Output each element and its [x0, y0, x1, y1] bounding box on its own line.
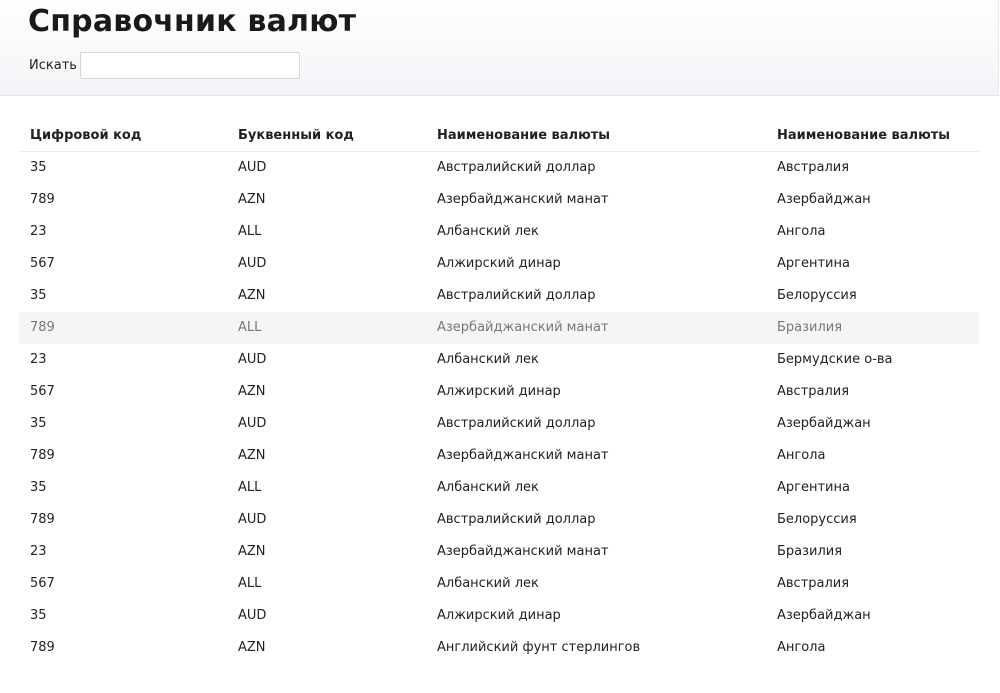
cell-currency-name: Австралийский доллар: [437, 288, 596, 303]
column-header-country-name[interactable]: Наименование валюты: [777, 128, 950, 143]
cell-numeric-code: 567: [30, 384, 55, 399]
cell-letter-code: AUD: [238, 160, 267, 175]
cell-country-name: Бразилия: [777, 544, 843, 559]
table-row[interactable]: [19, 600, 979, 632]
cell-country-name: Ангола: [777, 640, 826, 655]
table-header-row: [19, 120, 979, 152]
cell-country-name: Аргентина: [777, 256, 850, 271]
cell-country-name: Белоруссия: [777, 288, 857, 303]
cell-currency-name: Алжирский динар: [437, 256, 561, 271]
cell-currency-name: Австралийский доллар: [437, 160, 596, 175]
table-body: [19, 152, 979, 664]
cell-country-name: Австралия: [777, 576, 850, 591]
cell-letter-code: ALL: [238, 224, 262, 239]
cell-currency-name: Австралийский доллар: [437, 416, 596, 431]
cell-country-name: Бразилия: [777, 320, 843, 335]
table-row[interactable]: [19, 312, 979, 344]
cell-currency-name: Алжирский динар: [437, 384, 561, 399]
cell-country-name: Ангола: [777, 224, 826, 239]
cell-letter-code: AZN: [238, 640, 266, 655]
cell-letter-code: ALL: [238, 480, 262, 495]
cell-letter-code: AUD: [238, 608, 267, 623]
cell-country-name: Азербайджан: [777, 608, 871, 623]
cell-letter-code: AZN: [238, 448, 266, 463]
table-row[interactable]: [19, 504, 979, 536]
cell-letter-code: AZN: [238, 384, 266, 399]
cell-numeric-code: 789: [30, 192, 55, 207]
cell-numeric-code: 35: [30, 288, 47, 303]
cell-numeric-code: 789: [30, 512, 55, 527]
table-row[interactable]: [19, 248, 979, 280]
table-row[interactable]: [19, 216, 979, 248]
cell-currency-name: Азербайджанский манат: [437, 544, 609, 559]
cell-currency-name: Алжирский динар: [437, 608, 561, 623]
table-row[interactable]: [19, 152, 979, 184]
currency-table: [19, 120, 979, 664]
cell-letter-code: AZN: [238, 288, 266, 303]
table-row[interactable]: [19, 408, 979, 440]
column-header-numeric-code[interactable]: Цифровой код: [30, 128, 142, 143]
cell-letter-code: AUD: [238, 416, 267, 431]
page-title: Справочник валют: [28, 4, 357, 39]
table-row[interactable]: [19, 568, 979, 600]
column-header-currency-name[interactable]: Наименование валюты: [437, 128, 610, 143]
column-header-letter-code[interactable]: Буквенный код: [238, 128, 354, 143]
cell-currency-name: Азербайджанский манат: [437, 192, 609, 207]
cell-letter-code: AZN: [238, 544, 266, 559]
cell-numeric-code: 23: [30, 544, 47, 559]
cell-numeric-code: 567: [30, 256, 55, 271]
cell-country-name: Аргентина: [777, 480, 850, 495]
cell-currency-name: Английский фунт стерлингов: [437, 640, 641, 655]
cell-letter-code: ALL: [238, 320, 262, 335]
table-row[interactable]: [19, 184, 979, 216]
cell-numeric-code: 567: [30, 576, 55, 591]
cell-letter-code: AUD: [238, 352, 267, 367]
cell-country-name: Белоруссия: [777, 512, 857, 527]
cell-numeric-code: 23: [30, 224, 47, 239]
cell-letter-code: ALL: [238, 576, 262, 591]
cell-numeric-code: 789: [30, 640, 55, 655]
cell-numeric-code: 35: [30, 608, 47, 623]
page-header: [0, 0, 999, 96]
cell-country-name: Австралия: [777, 160, 850, 175]
cell-currency-name: Азербайджанский манат: [437, 448, 609, 463]
table-row[interactable]: [19, 280, 979, 312]
cell-currency-name: Албанский лек: [437, 576, 539, 591]
cell-numeric-code: 789: [30, 448, 55, 463]
cell-currency-name: Албанский лек: [437, 480, 539, 495]
cell-country-name: Ангола: [777, 448, 826, 463]
cell-numeric-code: 23: [30, 352, 47, 367]
table-row[interactable]: [19, 344, 979, 376]
cell-country-name: Бермудские о-ва: [777, 352, 893, 367]
table-row[interactable]: [19, 472, 979, 504]
cell-currency-name: Албанский лек: [437, 352, 539, 367]
cell-letter-code: AUD: [238, 512, 267, 527]
table-row[interactable]: [19, 536, 979, 568]
cell-country-name: Азербайджан: [777, 416, 871, 431]
cell-currency-name: Австралийский доллар: [437, 512, 596, 527]
cell-country-name: Азербайджан: [777, 192, 871, 207]
cell-currency-name: Албанский лек: [437, 224, 539, 239]
cell-letter-code: AUD: [238, 256, 267, 271]
cell-numeric-code: 35: [30, 160, 47, 175]
table-row[interactable]: [19, 632, 979, 664]
cell-numeric-code: 35: [30, 416, 47, 431]
cell-currency-name: Азербайджанский манат: [437, 320, 609, 335]
table-row[interactable]: [19, 376, 979, 408]
table-row[interactable]: [19, 440, 979, 472]
search-input[interactable]: [80, 52, 300, 79]
cell-country-name: Австралия: [777, 384, 850, 399]
cell-letter-code: AZN: [238, 192, 266, 207]
cell-numeric-code: 35: [30, 480, 47, 495]
search-label: Искать: [29, 58, 77, 73]
cell-numeric-code: 789: [30, 320, 55, 335]
